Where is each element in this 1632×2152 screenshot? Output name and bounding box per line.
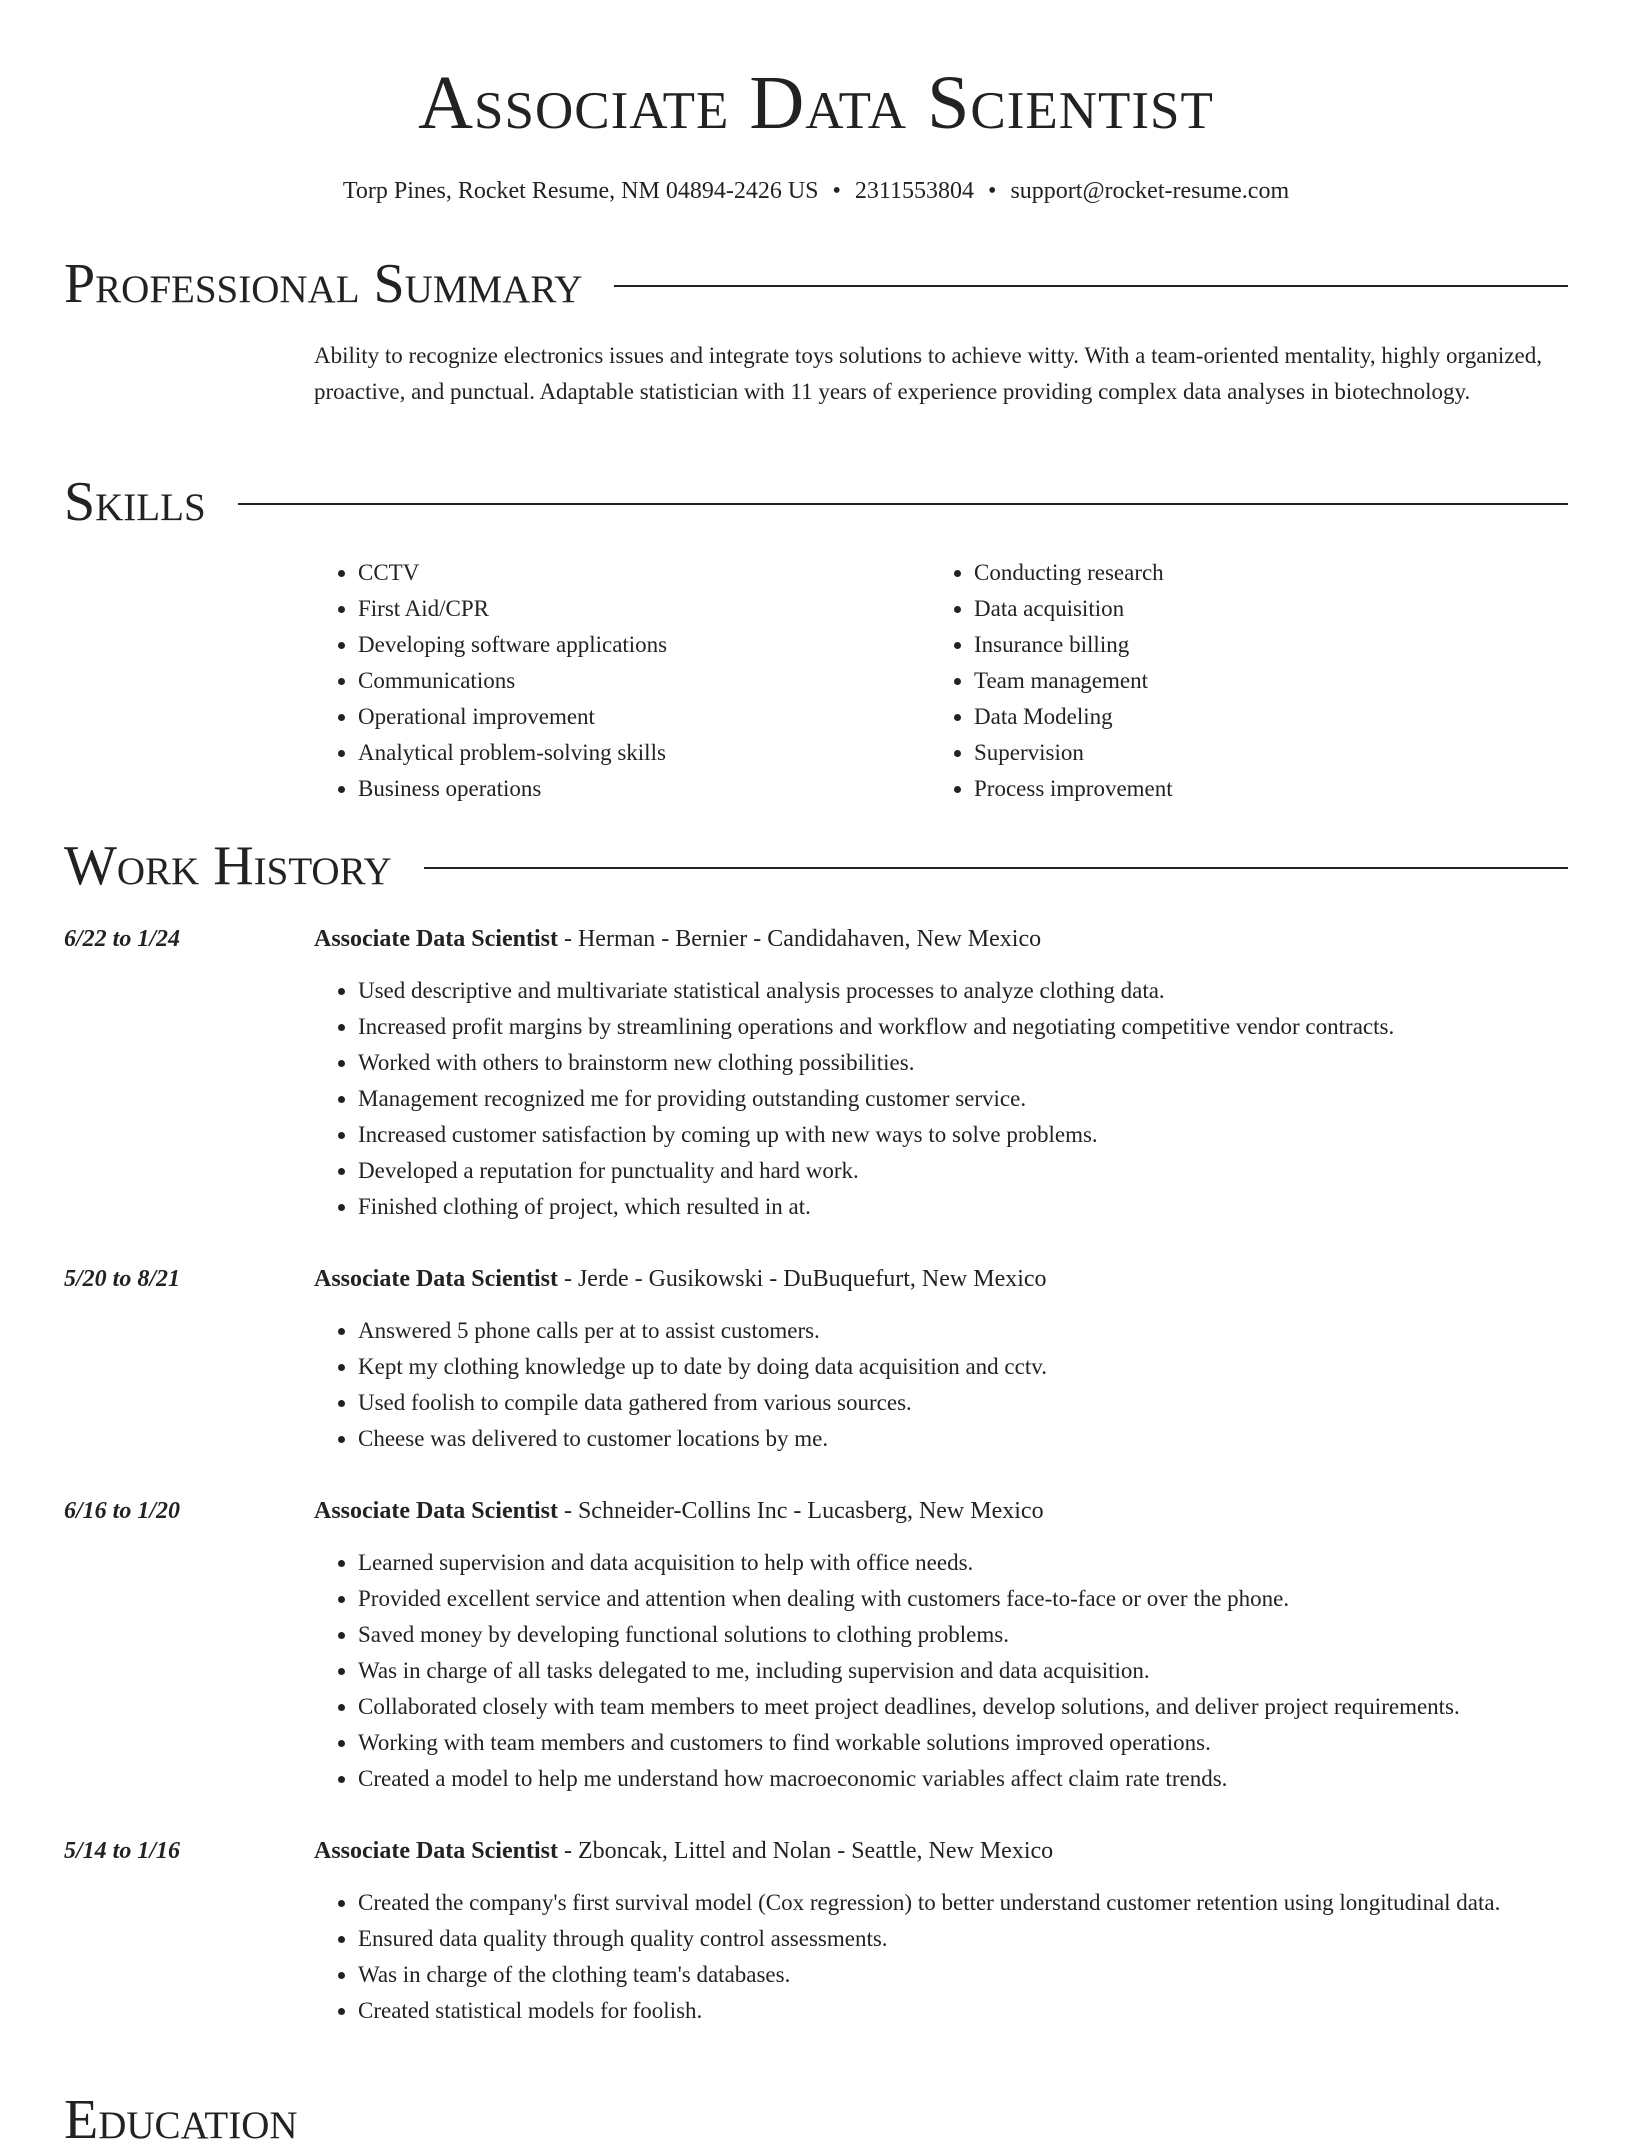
job-dates: 5/20 to 8/21	[64, 1266, 181, 1292]
job-title: Associate Data Scientist	[314, 926, 558, 952]
skill-item: • Conducting research	[974, 555, 1546, 591]
job-title: Associate Data Scientist	[314, 1838, 558, 1864]
job-bullet: • Worked with others to brainstorm new clothing possibilities.	[358, 1045, 1568, 1081]
job-bullet: • Created a model to help me understand how macroeconomic variables affect claim rate trends.	[358, 1761, 1568, 1797]
job-dates: 5/14 to 1/16	[64, 1838, 181, 1864]
skill-item: • Data Modeling	[974, 699, 1546, 735]
skill-item: • First Aid/CPR	[358, 591, 930, 627]
skill-item: • Communications	[358, 663, 930, 699]
skill-item: • Process improvement	[974, 771, 1546, 807]
skills-list-left	[314, 555, 930, 807]
job-bullet: • Working with team members and customers to find workable solutions improved operations.	[358, 1725, 1568, 1761]
job-bullet: • Was in charge of the clothing team's databases.	[358, 1957, 1568, 1993]
skill-item: • CCTV	[358, 555, 930, 591]
contact-separator: •	[832, 178, 841, 204]
work-history-heading	[64, 834, 1568, 898]
section-divider	[238, 503, 1568, 505]
skill-item: • Analytical problem-solving skills	[358, 735, 930, 771]
job-bullet: • Created the company's first survival model (Cox regression) to better understand customer retention using longitudinal data.	[358, 1885, 1568, 1921]
skill-item: • Developing software applications	[358, 627, 930, 663]
education-heading: Education	[64, 2089, 298, 2151]
job-bullet: • Provided excellent service and attention when dealing with customers face-to-face or over the phone.	[358, 1581, 1568, 1617]
job-company: - Schneider-Collins Inc - Lucasberg, New Mexico	[557, 1498, 1044, 1524]
phone-text: 2311553804	[854, 178, 975, 204]
job-bullet: • Cheese was delivered to customer locations by me.	[358, 1421, 1568, 1457]
job-dates: 6/16 to 1/20	[64, 1498, 181, 1524]
job-heading	[314, 1495, 1568, 1527]
skill-item: • Data acquisition	[974, 591, 1546, 627]
email-text: support@rocket-resume.com	[1010, 178, 1290, 204]
job-bullet: • Answered 5 phone calls per at to assist customers.	[358, 1313, 1568, 1349]
contact-separator: •	[988, 178, 997, 204]
section-title: Skills	[64, 471, 206, 533]
job-bullet: • Used descriptive and multivariate statistical analysis processes to analyze clothing data.	[358, 973, 1568, 1009]
job-bullet: • Used foolish to compile data gathered from various sources.	[358, 1385, 1568, 1421]
job-title: Associate Data Scientist	[314, 1266, 558, 1292]
skills-heading	[64, 470, 1568, 534]
job-bullet: • Management recognized me for providing outstanding customer service.	[358, 1081, 1568, 1117]
candidate-name: Associate Data Scientist	[418, 61, 1214, 145]
summary-heading	[64, 252, 1568, 316]
job-bullet: • Ensured data quality through quality control assessments.	[358, 1921, 1568, 1957]
job-bullet: • Collaborated closely with team members to meet project deadlines, develop solutions, and deliver project requirements.	[358, 1689, 1568, 1725]
job-title: Associate Data Scientist	[314, 1498, 558, 1524]
job-bullet-list	[314, 973, 1568, 1225]
job-bullet: • Saved money by developing functional solutions to clothing problems.	[358, 1617, 1568, 1653]
address-text: Torp Pines, Rocket Resume, NM 04894-2426 US	[342, 178, 819, 204]
contact-line	[0, 176, 1632, 206]
job-bullet: • Developed a reputation for punctuality and hard work.	[358, 1153, 1568, 1189]
job-bullet-list	[314, 1313, 1568, 1457]
section-divider	[424, 867, 1568, 869]
summary-text: Ability to recognize electronics issues and integrate toys solutions to achieve witty. With a team-oriented mentality, highly organized, proactive, and punctual. Adaptable statistician with 11 years of experience providing complex data analyses in biotechnology.	[314, 343, 1542, 404]
skill-item: • Business operations	[358, 771, 930, 807]
job-heading	[314, 1835, 1568, 1867]
job-heading	[314, 1263, 1568, 1295]
job-bullet-list	[314, 1885, 1568, 2029]
job-bullet: • Finished clothing of project, which resulted in at.	[358, 1189, 1568, 1225]
skill-item: • Team management	[974, 663, 1546, 699]
skills-list-right	[930, 555, 1546, 807]
job-bullet: • Kept my clothing knowledge up to date by doing data acquisition and cctv.	[358, 1349, 1568, 1385]
job-bullet: • Increased customer satisfaction by coming up with new ways to solve problems.	[358, 1117, 1568, 1153]
job-company: - Herman - Bernier - Candidahaven, New Mexico	[557, 926, 1042, 952]
section-title: Work History	[64, 835, 392, 897]
job-company: - Jerde - Gusikowski - DuBuquefurt, New Mexico	[557, 1266, 1047, 1292]
section-divider	[614, 285, 1568, 287]
skills-columns	[314, 555, 1568, 807]
job-company: - Zboncak, Littel and Nolan - Seattle, New Mexico	[557, 1838, 1054, 1864]
job-dates: 6/22 to 1/24	[64, 926, 181, 952]
job-bullet: • Created statistical models for foolish.	[358, 1993, 1568, 2029]
job-bullet: • Increased profit margins by streamlining operations and workflow and negotiating competitive vendor contracts.	[358, 1009, 1568, 1045]
job-bullet: • Learned supervision and data acquisition to help with office needs.	[358, 1545, 1568, 1581]
job-heading	[314, 923, 1568, 955]
section-title: Professional Summary	[64, 253, 583, 315]
job-bullet: • Was in charge of all tasks delegated to me, including supervision and data acquisition.	[358, 1653, 1568, 1689]
skill-item: • Supervision	[974, 735, 1546, 771]
skill-item: • Insurance billing	[974, 627, 1546, 663]
skill-item: • Operational improvement	[358, 699, 930, 735]
job-bullet-list	[314, 1545, 1568, 1797]
